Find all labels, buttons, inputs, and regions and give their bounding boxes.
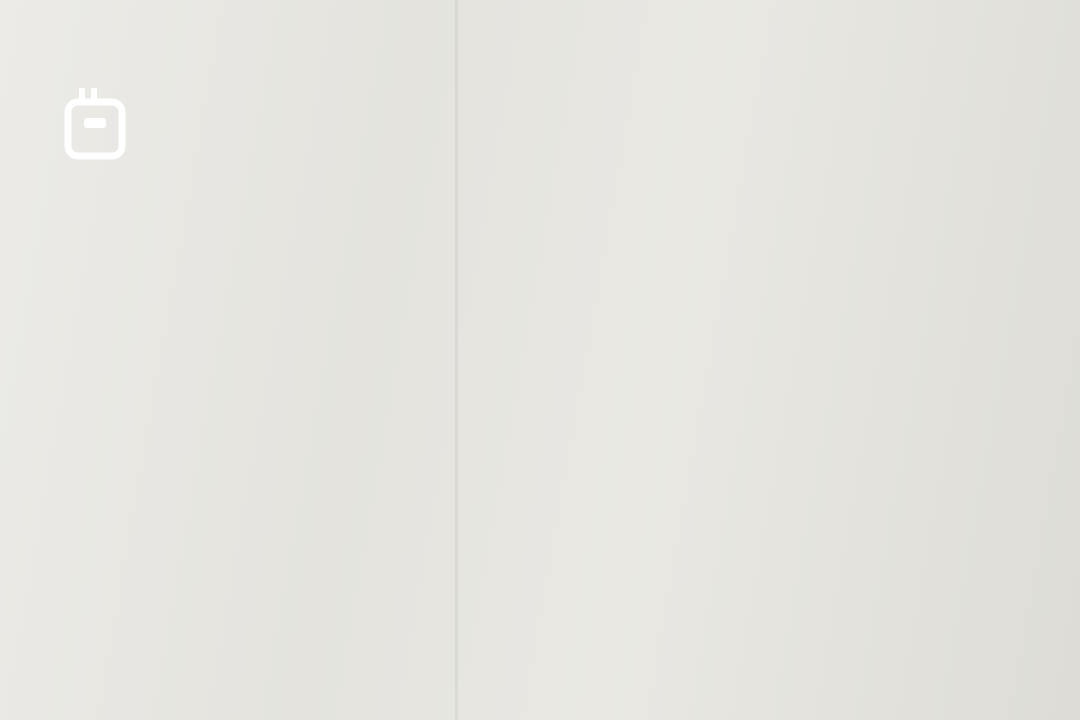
paper-fold	[455, 0, 458, 720]
tv-logo-icon	[64, 88, 144, 168]
